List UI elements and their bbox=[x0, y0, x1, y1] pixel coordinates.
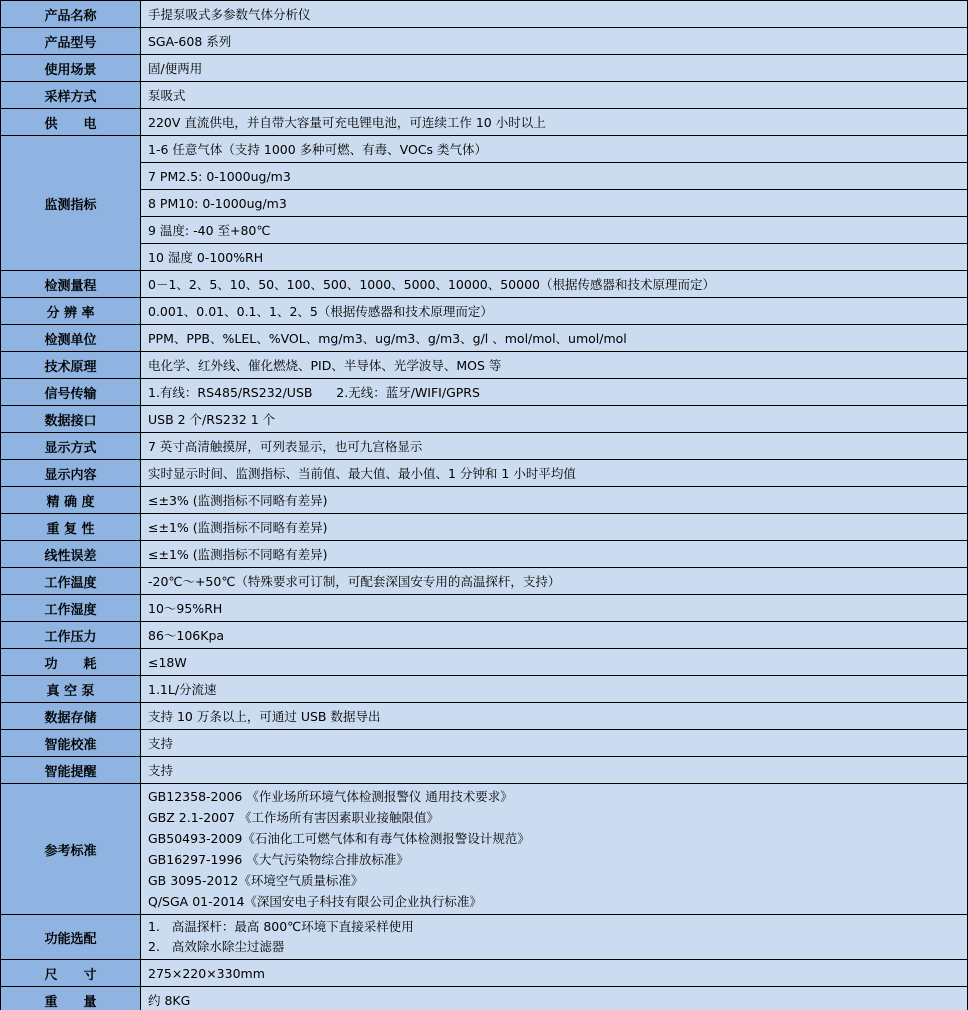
spec-value bbox=[141, 784, 968, 915]
spec-value: 220V 直流供电，并自带大容量可充电锂电池，可连续工作 10 小时以上 bbox=[141, 109, 968, 136]
spec-value: ≤18W bbox=[141, 649, 968, 676]
spec-label: 采样方式 bbox=[1, 82, 141, 109]
spec-label: 供 电 bbox=[1, 109, 141, 136]
spec-label: 显示方式 bbox=[1, 433, 141, 460]
spec-value: 86～106Kpa bbox=[141, 622, 968, 649]
spec-label: 检测量程 bbox=[1, 271, 141, 298]
spec-row bbox=[1, 676, 968, 703]
spec-label: 重 复 性 bbox=[1, 514, 141, 541]
spec-value: 10 湿度 0-100%RH bbox=[141, 244, 968, 271]
spec-row bbox=[1, 987, 968, 1010]
spec-value: 7 英寸高清触摸屏，可列表显示，也可九宫格显示 bbox=[141, 433, 968, 460]
spec-row bbox=[1, 190, 968, 217]
spec-value: 电化学、红外线、催化燃烧、PID、半导体、光学波导、MOS 等 bbox=[141, 352, 968, 379]
spec-row bbox=[1, 379, 968, 406]
spec-value: USB 2 个/RS232 1 个 bbox=[141, 406, 968, 433]
spec-value: ≤±1% (监测指标不同略有差异) bbox=[141, 514, 968, 541]
spec-label: 技术原理 bbox=[1, 352, 141, 379]
spec-value: 1.有线：RS485/RS232/USB 2.无线：蓝牙/WIFI/GPRS bbox=[141, 379, 968, 406]
spec-label: 工作温度 bbox=[1, 568, 141, 595]
spec-label: 尺 寸 bbox=[1, 960, 141, 987]
spec-label: 显示内容 bbox=[1, 460, 141, 487]
spec-row bbox=[1, 271, 968, 298]
spec-label: 参考标准 bbox=[1, 784, 141, 915]
spec-value: ≤±3% (监测指标不同略有差异) bbox=[141, 487, 968, 514]
spec-row bbox=[1, 82, 968, 109]
spec-row bbox=[1, 406, 968, 433]
spec-value-line: Q/SGA 01-2014《深国安电子科技有限公司企业执行标准》 bbox=[148, 894, 482, 909]
spec-row bbox=[1, 163, 968, 190]
spec-row bbox=[1, 784, 968, 915]
spec-label: 监测指标 bbox=[1, 136, 141, 271]
spec-value: 275×220×330mm bbox=[141, 960, 968, 987]
spec-value: PPM、PPB、%LEL、%VOL、mg/m3、ug/m3、g/m3、g/l 、mol/mol、umol/mol bbox=[141, 325, 968, 352]
spec-value: 支持 10 万条以上，可通过 USB 数据导出 bbox=[141, 703, 968, 730]
spec-value: 1-6 任意气体（支持 1000 多种可燃、有毒、VOCs 类气体） bbox=[141, 136, 968, 163]
spec-value: 8 PM10: 0-1000ug/m3 bbox=[141, 190, 968, 217]
spec-label: 重 量 bbox=[1, 987, 141, 1010]
spec-row bbox=[1, 28, 968, 55]
spec-row bbox=[1, 244, 968, 271]
spec-row bbox=[1, 298, 968, 325]
spec-value: 支持 bbox=[141, 757, 968, 784]
spec-value-line: GB16297-1996 《大气污染物综合排放标准》 bbox=[148, 852, 409, 867]
spec-value: 1.1L/分流速 bbox=[141, 676, 968, 703]
spec-row bbox=[1, 649, 968, 676]
spec-value bbox=[141, 915, 968, 960]
spec-value: 10～95%RH bbox=[141, 595, 968, 622]
spec-row bbox=[1, 514, 968, 541]
spec-row bbox=[1, 915, 968, 960]
spec-label: 检测单位 bbox=[1, 325, 141, 352]
spec-row bbox=[1, 433, 968, 460]
spec-row bbox=[1, 352, 968, 379]
spec-label: 数据接口 bbox=[1, 406, 141, 433]
spec-row bbox=[1, 568, 968, 595]
spec-row bbox=[1, 325, 968, 352]
spec-row bbox=[1, 730, 968, 757]
spec-row bbox=[1, 703, 968, 730]
spec-label: 产品型号 bbox=[1, 28, 141, 55]
spec-row bbox=[1, 595, 968, 622]
spec-value: 约 8KG bbox=[141, 987, 968, 1010]
spec-row bbox=[1, 55, 968, 82]
spec-value: SGA-608 系列 bbox=[141, 28, 968, 55]
spec-label: 信号传输 bbox=[1, 379, 141, 406]
spec-label: 产品名称 bbox=[1, 1, 141, 28]
spec-value-line: 2. 高效除水除尘过滤器 bbox=[148, 939, 285, 954]
spec-row bbox=[1, 960, 968, 987]
spec-label: 工作湿度 bbox=[1, 595, 141, 622]
spec-value-line: 1. 高温探杆：最高 800℃环境下直接采样使用 bbox=[148, 919, 414, 934]
spec-row bbox=[1, 136, 968, 163]
spec-value: 9 温度: -40 至+80℃ bbox=[141, 217, 968, 244]
spec-value: 泵吸式 bbox=[141, 82, 968, 109]
spec-value-line: GBZ 2.1-2007 《工作场所有害因素职业接触限值》 bbox=[148, 810, 439, 825]
spec-value: 7 PM2.5: 0-1000ug/m3 bbox=[141, 163, 968, 190]
spec-value: -20℃～+50℃（特殊要求可订制，可配套深国安专用的高温探杆，支持） bbox=[141, 568, 968, 595]
spec-value: ≤±1% (监测指标不同略有差异) bbox=[141, 541, 968, 568]
spec-label: 功 耗 bbox=[1, 649, 141, 676]
spec-value: 0－1、2、5、10、50、100、500、1000、5000、10000、50000（根据传感器和技术原理而定） bbox=[141, 271, 968, 298]
spec-row bbox=[1, 1, 968, 28]
spec-label: 智能校准 bbox=[1, 730, 141, 757]
spec-label: 工作压力 bbox=[1, 622, 141, 649]
spec-row bbox=[1, 487, 968, 514]
spec-value-line: GB 3095-2012《环境空气质量标准》 bbox=[148, 873, 364, 888]
spec-value: 手提泵吸式多参数气体分析仪 bbox=[141, 1, 968, 28]
spec-value: 支持 bbox=[141, 730, 968, 757]
spec-label: 精 确 度 bbox=[1, 487, 141, 514]
spec-row bbox=[1, 460, 968, 487]
spec-label: 智能提醒 bbox=[1, 757, 141, 784]
spec-label: 真 空 泵 bbox=[1, 676, 141, 703]
spec-label: 线性误差 bbox=[1, 541, 141, 568]
spec-value-line: GB12358-2006 《作业场所环境气体检测报警仪 通用技术要求》 bbox=[148, 789, 513, 804]
spec-row bbox=[1, 109, 968, 136]
spec-value-line: GB50493-2009《石油化工可燃气体和有毒气体检测报警设计规范》 bbox=[148, 831, 530, 846]
spec-label: 使用场景 bbox=[1, 55, 141, 82]
spec-value: 0.001、0.01、0.1、1、2、5（根据传感器和技术原理而定） bbox=[141, 298, 968, 325]
spec-row bbox=[1, 757, 968, 784]
spec-row bbox=[1, 217, 968, 244]
spec-row bbox=[1, 541, 968, 568]
spec-row bbox=[1, 622, 968, 649]
spec-value: 实时显示时间、监测指标、当前值、最大值、最小值、1 分钟和 1 小时平均值 bbox=[141, 460, 968, 487]
spec-value: 固/便两用 bbox=[141, 55, 968, 82]
spec-label: 分 辨 率 bbox=[1, 298, 141, 325]
spec-label: 功能选配 bbox=[1, 915, 141, 960]
spec-label: 数据存储 bbox=[1, 703, 141, 730]
